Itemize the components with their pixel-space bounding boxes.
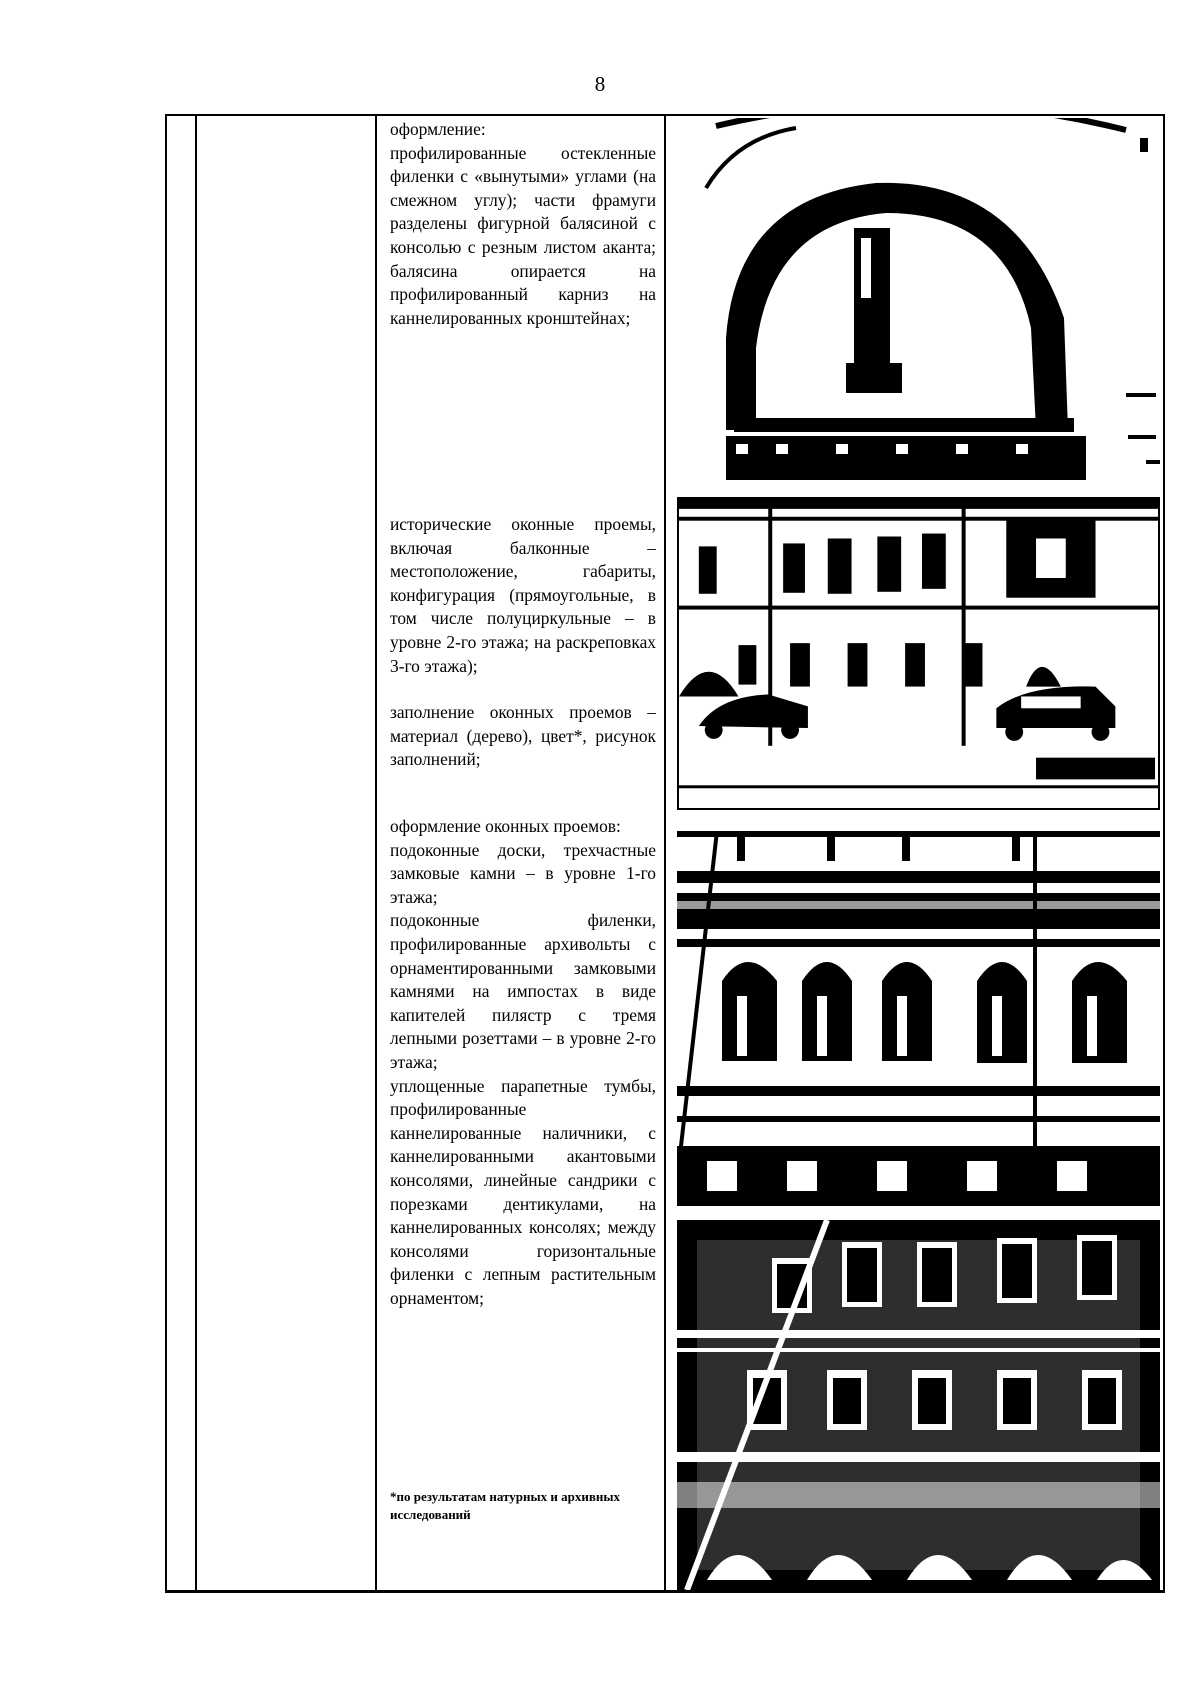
window-decor-description xyxy=(390,815,656,1310)
historic-window-openings: исторические оконные проемы, включая балконные – местоположение, габариты, конфигурация (прямоугольные, в том числе полуциркульные – в уровне 2-го этажа; на раскреповках 3-го этажа); xyxy=(390,514,656,676)
window-decor-floor1: подоконные доски, трехчастные замковые камни – в уровне 1-го этажа; xyxy=(390,839,656,907)
windows-description xyxy=(390,513,656,772)
decoration-heading: оформление: xyxy=(390,119,486,139)
table-border-left xyxy=(165,114,167,1593)
footnote: *по результатам натурных и архивных исследований xyxy=(390,1489,621,1522)
window-filling: заполнение оконных проемов – материал (дерево), цвет*, рисунок заполнений; xyxy=(390,702,656,770)
page-number: 8 xyxy=(594,72,606,96)
second-floor-arched-windows-photo xyxy=(677,831,1160,1206)
facade-street-photo xyxy=(677,497,1160,810)
window-decor-heading: оформление оконных проемов: xyxy=(390,816,621,836)
window-decor-floor2: подоконные филенки, профилированные архивольты с орнаментированными замковыми камнями на импостах в виде капителей пилястр с тремя лепными розеттами – в уровне 2-го этажа; xyxy=(390,910,656,1072)
table-column-divider-1 xyxy=(195,114,197,1593)
arched-window-fanlight-photo xyxy=(676,118,1160,480)
table-column-divider-3 xyxy=(664,114,666,1593)
table-column-divider-2 xyxy=(375,114,377,1593)
window-decor-floor3: уплощенные парапетные тумбы, профилированные каннелированные наличники, с каннелированными акантовыми консолями, линейные сандрики с порезками дентикулами, на каннелированных консолях; между консолями горизонтальные филенки с лепным растительным орнаментом; xyxy=(390,1075,656,1308)
decoration-details: профилированные остекленные филенки с «вынутыми» углами (на смежном углу); части фрамуги разделены фигурной балясиной с консолью с резным листом аканта; балясина опирается на профилированный карниз на каннелированных кронштейнах; xyxy=(390,142,656,328)
decoration-description xyxy=(390,118,656,330)
table-border-right xyxy=(1163,114,1165,1593)
upper-floors-facade-photo xyxy=(677,1220,1160,1590)
